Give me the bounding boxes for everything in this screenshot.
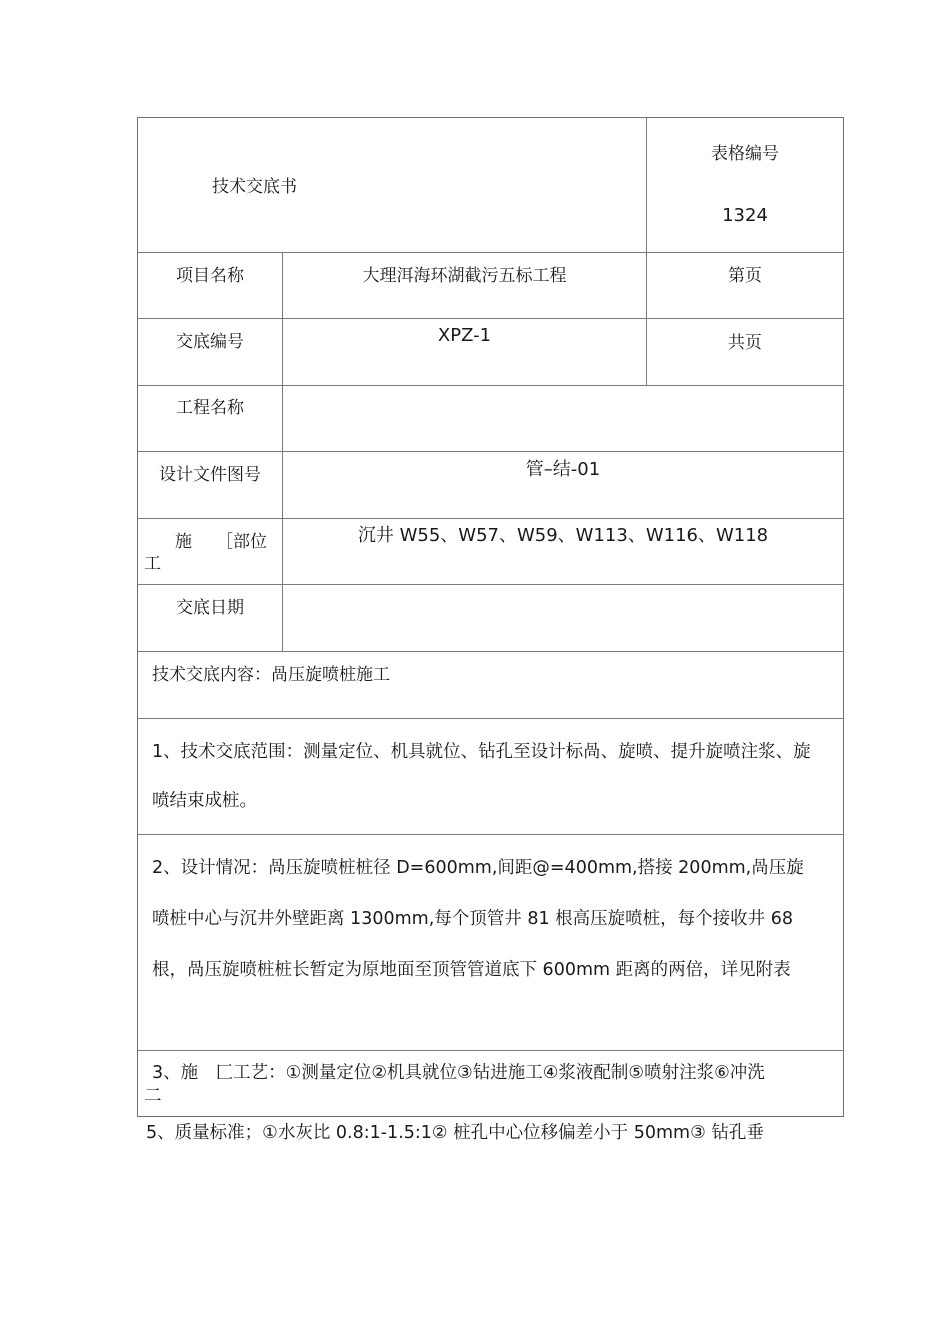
page-number-label: 第页 (728, 266, 762, 286)
doc-title: 技术交底书 (212, 177, 297, 197)
total-pages-label: 共页 (728, 333, 762, 353)
site-label-part: 工 (144, 554, 161, 574)
disclosure-number-label: 交底编号 (176, 332, 244, 352)
disclosure-form (137, 117, 844, 1117)
section-3-line: 3、施 匚工艺：①测量定位②机具就位③钻进施工④浆液配制⑤喷射注浆⑥冲洗 (152, 1063, 765, 1083)
work-name-label: 工程名称 (176, 398, 244, 418)
section-2-line: 2、设计情况：咼压旋喷桩桩径 D=600mm,间距@=400mm,搭接 200mm,咼压旋 (152, 858, 804, 878)
form-number-value: 1324 (722, 205, 768, 226)
row-divider (138, 385, 843, 386)
project-name-value: 大理洱海环湖截污五标工程 (362, 266, 567, 286)
section-3-line: 二 (144, 1086, 162, 1106)
disclosure-number-value: XPZ-1 (437, 325, 492, 346)
row-divider (138, 584, 843, 585)
section-1-line: 喷结束成桩。 (152, 791, 257, 811)
site-label-part: 施 (175, 532, 192, 552)
section-5-line: 5、质量标准；①水灰比 0.8:1-1.5:1② 桩孔中心位移偏差小于 50mm③ 钻孔垂 (146, 1123, 764, 1143)
row-divider (138, 518, 843, 519)
construction-site-value: 沉井 W55、W57、W59、W113、W116、W118 (357, 525, 769, 546)
row-divider (138, 318, 843, 319)
row-divider (138, 1050, 843, 1051)
disclosure-date-label: 交底日期 (176, 598, 244, 618)
section-2-line: 根，咼压旋喷桩桩长暂定为原地面至顶管管道底下 600mm 距离的两倍，详见附表 (152, 960, 791, 980)
row-divider (138, 834, 843, 835)
row-divider (138, 451, 843, 452)
section-2-line: 喷桩中心与沉井外壁距离 1300mm,每个顶管井 81 根高压旋喷桩，每个接收井 68 (152, 909, 793, 929)
form-number-label: 表格编号 (711, 144, 779, 164)
row-divider (138, 252, 843, 253)
row-divider (138, 718, 843, 719)
column-divider (282, 252, 283, 651)
site-label-part: ［部位 (216, 532, 267, 552)
drawing-number-label: 设计文件图号 (159, 465, 261, 485)
drawing-number-value: 管–结-01 (525, 459, 601, 480)
content-heading: 技术交底内容：咼压旋喷桩施工 (152, 665, 390, 685)
project-name-label: 项目名称 (176, 266, 244, 286)
section-1-line: 1、技术交底范围：测量定位、机具就位、钻孔至设计标咼、旋喷、提升旋喷注浆、旋 (152, 742, 811, 762)
row-divider (138, 651, 843, 652)
